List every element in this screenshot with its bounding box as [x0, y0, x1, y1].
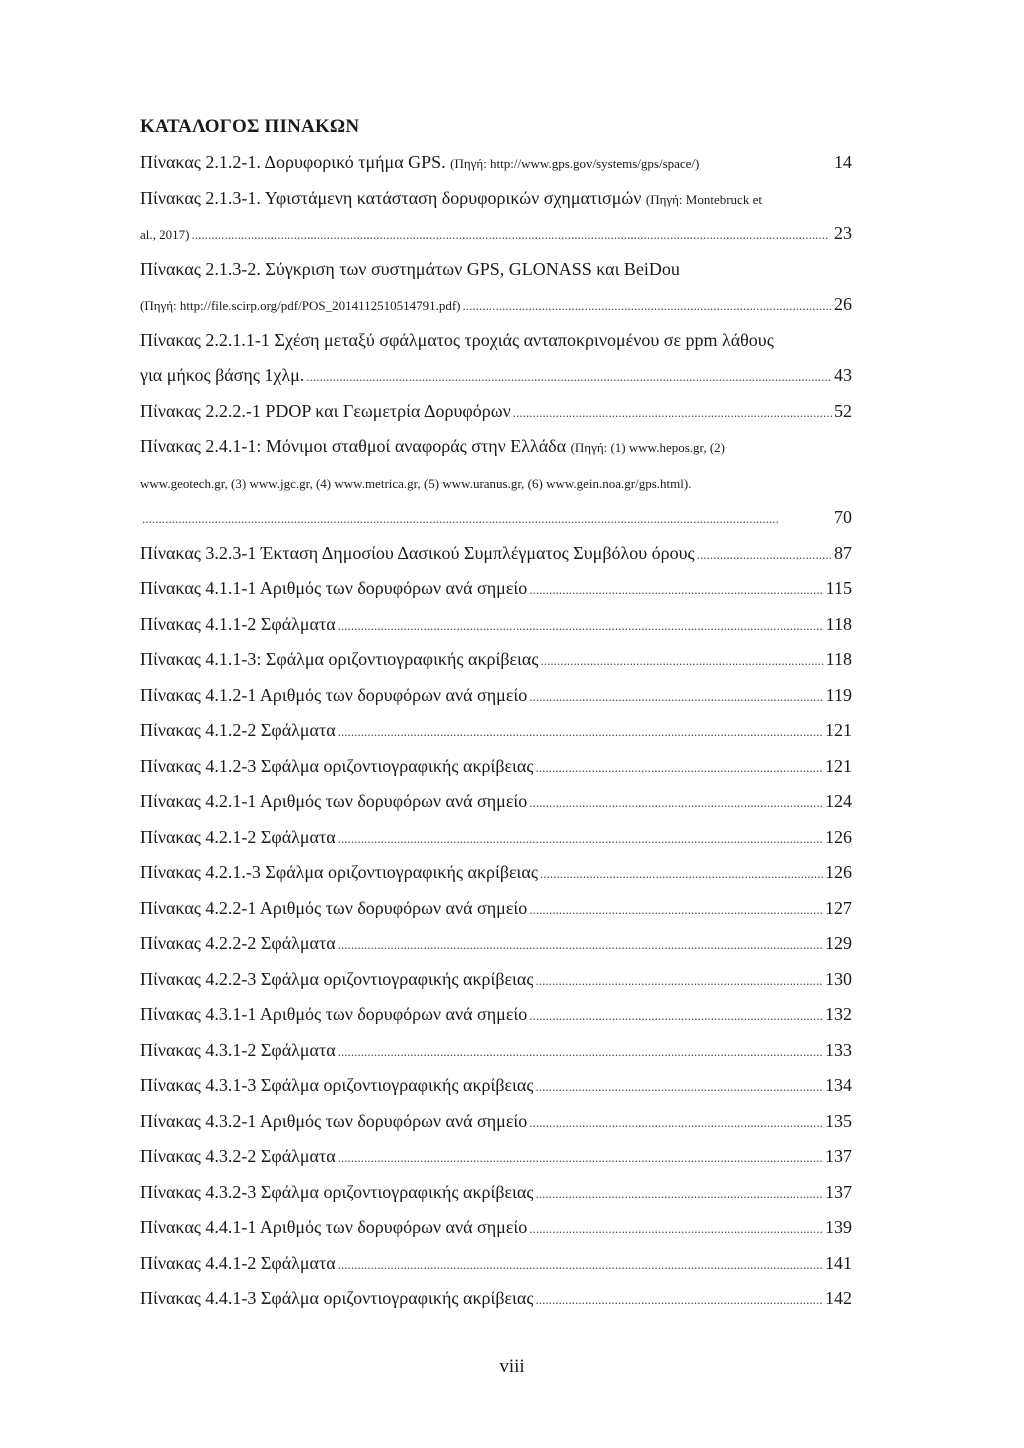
toc-entry-title: Πίνακας 4.2.1-2 Σφάλματα	[140, 826, 336, 847]
toc-entry[interactable]	[140, 152, 852, 188]
toc-entry[interactable]	[140, 933, 852, 969]
toc-entry-title: Πίνακας 4.1.2-1 Αριθμός των δορυφόρων ανά σημείο	[140, 684, 528, 705]
table-of-tables	[140, 152, 852, 1324]
toc-entry[interactable]	[140, 223, 852, 259]
toc-entry-source: (Πηγή: http://www.gps.gov/systems/gps/space/)	[450, 156, 700, 171]
dot-leader	[529, 795, 823, 811]
toc-entry-title: Πίνακας 4.1.2-3 Σφάλμα οριζοντιογραφικής ακρίβειας	[140, 755, 534, 776]
dot-leader	[529, 1115, 823, 1131]
toc-entry[interactable]	[140, 1288, 852, 1324]
toc-entry[interactable]	[140, 578, 852, 614]
toc-entry-title: Πίνακας 2.1.2-1. Δορυφορικό τμήμα GPS.	[140, 152, 446, 172]
toc-entry-title: Πίνακας 4.4.1-1 Αριθμός των δορυφόρων ανά σημείο	[140, 1217, 528, 1237]
toc-page-number: 139	[825, 1217, 852, 1237]
toc-entry-text	[140, 649, 538, 670]
dot-leader	[529, 689, 823, 705]
list-of-tables-heading: ΚΑΤΑΛΟΓΟΣ ΠΙΝΑΚΩΝ	[140, 116, 360, 137]
dot-leader	[142, 511, 832, 527]
toc-entry[interactable]	[140, 401, 852, 437]
toc-entry-title: Πίνακας 4.3.1-3 Σφάλμα οριζοντιογραφικής ακρίβειας	[140, 1075, 534, 1095]
toc-page-number: 137	[825, 1181, 852, 1202]
dot-leader	[338, 831, 823, 847]
toc-entry[interactable]	[140, 685, 852, 721]
toc-page-number: 130	[825, 968, 852, 989]
dot-leader	[338, 1044, 823, 1060]
toc-entry[interactable]	[140, 1111, 852, 1147]
toc-page-number: 14	[834, 152, 852, 172]
toc-entry-title: Πίνακας 4.3.2-1 Αριθμός των δορυφόρων ανά σημείο	[140, 1110, 528, 1131]
dot-leader	[463, 298, 833, 314]
dot-leader	[306, 369, 832, 385]
dot-leader	[338, 1150, 823, 1166]
toc-entry[interactable]	[140, 969, 852, 1005]
toc-entry[interactable]	[140, 1040, 852, 1076]
toc-entry[interactable]	[140, 756, 852, 792]
toc-entry-title: Πίνακας 4.2.2-1 Αριθμός των δορυφόρων ανά σημείο	[140, 897, 528, 918]
toc-entry[interactable]	[140, 614, 852, 650]
toc-entry[interactable]	[140, 827, 852, 863]
toc-page-number: 135	[825, 1110, 852, 1131]
toc-entry-title: Πίνακας 4.2.2-3 Σφάλμα οριζοντιογραφικής ακρίβειας	[140, 968, 534, 989]
toc-page-number: 134	[825, 1075, 852, 1095]
toc-page-number: 26	[834, 294, 852, 314]
toc-entry[interactable]	[140, 330, 852, 366]
dot-leader	[191, 227, 832, 243]
toc-entry[interactable]	[140, 862, 852, 898]
toc-entry-title: Πίνακας 2.1.3-2. Σύγκριση των συστημάτων GPS, GLONASS και BeiDou	[140, 258, 680, 279]
toc-entry-title: Πίνακας 2.2.2.-1 PDOP και Γεωμετρία Δορυφόρων	[140, 400, 511, 421]
toc-entry-title: Πίνακας 4.1.1-2 Σφάλματα	[140, 613, 336, 634]
dot-leader	[513, 405, 832, 421]
toc-page-number: 142	[825, 1288, 852, 1308]
dot-leader	[338, 618, 824, 634]
toc-entry-source: (Πηγή: http://file.scirp.org/pdf/POS_2014112510514791.pdf)	[140, 298, 461, 313]
toc-entry-text	[140, 791, 527, 812]
toc-entry-title: Πίνακας 4.1.2-2 Σφάλματα	[140, 720, 336, 740]
toc-entry-text	[140, 933, 336, 954]
toc-page-number: 126	[825, 862, 852, 882]
toc-entry-text	[140, 685, 527, 706]
toc-entry[interactable]	[140, 1146, 852, 1182]
toc-entry[interactable]	[140, 259, 852, 295]
toc-entry-title: Πίνακας 4.4.1-2 Σφάλματα	[140, 1252, 336, 1273]
toc-page-number: 43	[834, 365, 852, 385]
toc-entry[interactable]	[140, 436, 852, 472]
toc-entry[interactable]	[140, 543, 852, 579]
toc-page-number: 70	[834, 507, 852, 527]
dot-leader	[529, 582, 823, 598]
toc-entry-text	[140, 1288, 533, 1309]
toc-entry-title: Πίνακας 4.2.1-1 Αριθμός των δορυφόρων ανά σημείο	[140, 791, 528, 811]
toc-entry[interactable]	[140, 294, 852, 330]
toc-entry-title: Πίνακας 3.2.3-1 Έκταση Δημοσίου Δασικού Συμπλέγματος Συμβόλου όρους	[140, 542, 695, 563]
toc-entry-text	[140, 223, 189, 244]
toc-entry-title: Πίνακας 4.1.1-1 Αριθμός των δορυφόρων ανά σημείο	[140, 578, 528, 598]
toc-page-number: 121	[825, 755, 852, 776]
toc-entry[interactable]	[140, 649, 852, 685]
dot-leader	[529, 902, 823, 918]
toc-entry-text	[140, 827, 336, 848]
dot-leader	[540, 653, 823, 669]
toc-entry[interactable]	[140, 1075, 852, 1111]
toc-entry-title: Πίνακας 4.3.1-2 Σφάλματα	[140, 1039, 336, 1060]
toc-entry-source: al., 2017)	[140, 227, 190, 242]
dot-leader	[338, 1257, 823, 1273]
toc-entry-text	[140, 294, 461, 315]
toc-page-number: 52	[834, 400, 852, 421]
toc-entry-source: (Πηγή: Montebruck et	[645, 191, 762, 207]
toc-entry-title: για μήκος βάσης 1χλμ.	[140, 365, 305, 385]
toc-entry-text	[140, 614, 336, 635]
toc-entry-text	[140, 1040, 336, 1061]
toc-entry[interactable]	[140, 1253, 852, 1289]
toc-entry[interactable]	[140, 720, 852, 756]
toc-entry[interactable]	[140, 898, 852, 934]
dot-leader	[338, 937, 823, 953]
toc-entry[interactable]	[140, 791, 852, 827]
toc-page-number: 132	[825, 1004, 852, 1024]
toc-page-number: 137	[825, 1146, 852, 1166]
toc-page-number: 133	[825, 1039, 852, 1060]
toc-entry-text	[140, 898, 527, 919]
toc-page-number: 121	[825, 720, 852, 740]
toc-page-number: 141	[825, 1252, 852, 1273]
toc-page-number: 118	[825, 613, 852, 634]
toc-entry-text	[140, 862, 538, 883]
toc-entry-text	[140, 720, 336, 741]
toc-page-number: 119	[825, 684, 852, 705]
toc-entry-text	[140, 365, 304, 386]
toc-entry-text	[140, 436, 725, 457]
toc-page-number: 87	[834, 542, 852, 563]
toc-page-number: 115	[825, 578, 852, 598]
toc-entry-text	[140, 1217, 527, 1238]
dot-leader	[535, 1079, 823, 1095]
toc-entry[interactable]	[140, 1004, 852, 1040]
toc-entry[interactable]	[140, 1182, 852, 1218]
toc-page-number: 118	[825, 649, 852, 669]
dot-leader	[535, 760, 823, 776]
toc-entry-text	[140, 543, 695, 564]
toc-entry-text	[140, 1111, 527, 1132]
toc-entry-text	[140, 1004, 527, 1025]
toc-entry[interactable]	[140, 1217, 852, 1253]
toc-entry-source: www.geotech.gr, (3) www.jgc.gr, (4) www.metrica.gr, (5) www.uranus.gr, (6) www.gein.noa.gr/gps.html).	[140, 475, 692, 491]
dot-leader	[697, 547, 832, 563]
toc-entry-text	[140, 259, 680, 280]
toc-page-number: 127	[825, 897, 852, 918]
toc-entry-text	[140, 1146, 336, 1167]
toc-entry-title: Πίνακας 4.2.2-2 Σφάλματα	[140, 933, 336, 953]
toc-entry-source: (Πηγή: (1) www.hepos.gr, (2)	[570, 440, 726, 455]
toc-entry-title: Πίνακας 4.3.2-3 Σφάλμα οριζοντιογραφικής ακρίβειας	[140, 1181, 534, 1202]
toc-entry-title: Πίνακας 4.1.1-3: Σφάλμα οριζοντιογραφικής ακρίβειας	[140, 649, 539, 669]
dot-leader	[535, 1292, 823, 1308]
toc-entry[interactable]	[140, 188, 852, 224]
toc-entry-title: Πίνακας 4.4.1-3 Σφάλμα οριζοντιογραφικής ακρίβειας	[140, 1288, 534, 1308]
toc-entry-title: Πίνακας 2.4.1-1: Μόνιμοι σταθμοί αναφοράς στην Ελλάδα	[140, 436, 567, 456]
toc-page-number: 126	[825, 826, 852, 847]
toc-entry-text	[140, 152, 699, 173]
toc-entry-text	[140, 1182, 533, 1203]
toc-entry-title: Πίνακας 4.3.1-1 Αριθμός των δορυφόρων ανά σημείο	[140, 1004, 528, 1024]
toc-entry[interactable]	[140, 507, 852, 543]
toc-entry[interactable]	[140, 472, 852, 508]
dot-leader	[338, 724, 823, 740]
toc-entry-title: Πίνακας 2.1.3-1. Υφιστάμενη κατάσταση δορυφορικών σχηματισμών	[140, 187, 642, 208]
dot-leader	[535, 973, 823, 989]
toc-entry-title: Πίνακας 4.3.2-2 Σφάλματα	[140, 1146, 336, 1166]
toc-entry-text	[140, 401, 511, 422]
toc-page-number: 23	[834, 223, 852, 243]
toc-entry-text	[140, 969, 533, 990]
dot-leader	[529, 1221, 823, 1237]
toc-entry-title: Πίνακας 4.2.1.-3 Σφάλμα οριζοντιογραφικής ακρίβειας	[140, 862, 538, 882]
toc-entry-text	[140, 1075, 533, 1096]
toc-page-number: 129	[825, 933, 852, 953]
toc-entry-text	[140, 472, 691, 493]
dot-leader	[540, 866, 823, 882]
toc-entry-text	[140, 330, 774, 351]
toc-entry[interactable]	[140, 365, 852, 401]
toc-entry-text	[140, 188, 762, 209]
toc-entry-title: Πίνακας 2.2.1.1-1 Σχέση μεταξύ σφάλματος τροχιάς ανταποκρινομένου σε ppm λάθους	[140, 329, 774, 350]
dot-leader	[535, 1186, 823, 1202]
page-number-footer: viii	[499, 1356, 525, 1377]
toc-entry-text	[140, 1253, 336, 1274]
toc-entry-text	[140, 578, 527, 599]
toc-entry-text	[140, 756, 533, 777]
toc-page-number: 124	[825, 791, 852, 811]
dot-leader	[529, 1008, 823, 1024]
